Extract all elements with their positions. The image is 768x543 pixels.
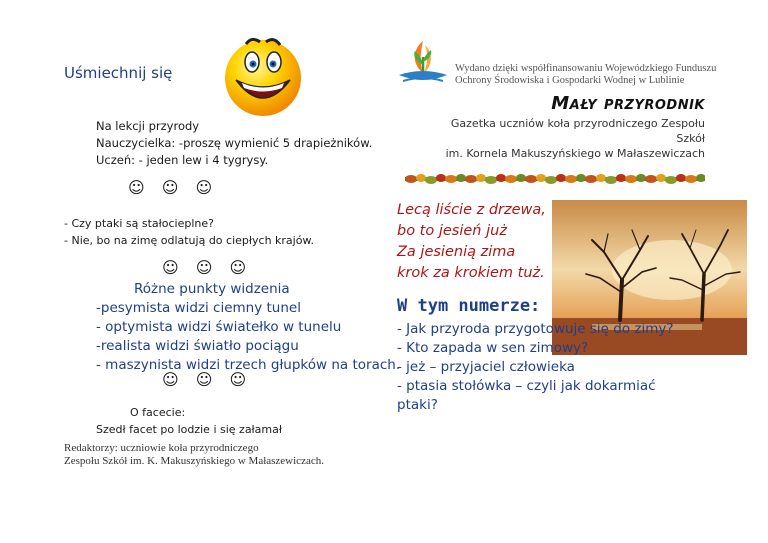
editors-line: Zespołu Szkół im. K. Makuszyńskiego w Małaszewiczach. bbox=[64, 455, 324, 467]
joke-line: - Czy ptaki są stałocieplne? bbox=[64, 217, 214, 230]
smiley-row: ☺ ☺ ☺ bbox=[162, 370, 253, 389]
pov-heading: Różne punkty widzenia bbox=[134, 281, 290, 297]
fund-logo-icon bbox=[395, 35, 451, 91]
facecie-line: Szedł facet po lodzie i się załamał bbox=[96, 423, 283, 436]
pov-line: - optymista widzi światełko w tunelu bbox=[96, 319, 342, 335]
pov-line: -pesymista widzi ciemny tunel bbox=[96, 300, 301, 316]
joke-predators bbox=[96, 118, 372, 169]
subtitle-line: im. Kornela Makuszyńskiego w Małaszewiczach bbox=[445, 147, 705, 160]
issue-item: - Kto zapada w sen zimowy? bbox=[397, 340, 589, 356]
issue-item: - ptasia stołówka – czyli jak dokarmiać ptaki? bbox=[397, 378, 656, 413]
pov-line: - maszynista widzi trzech głupków na torach. bbox=[96, 357, 401, 373]
newspaper-subtitle bbox=[420, 116, 705, 161]
joke-line: Na lekcji przyrody bbox=[96, 119, 200, 133]
issue-item: - Jak przyroda przygotowuje się do zimy? bbox=[397, 321, 674, 337]
smiley-row: ☺ ☺ ☺ bbox=[128, 178, 219, 197]
funding-line: Wydano dzięki współfinansowaniu Wojewódzkiego Funduszu bbox=[455, 63, 717, 74]
joke-points-of-view bbox=[96, 280, 400, 375]
poem-line: Lecą liście z drzewa, bbox=[397, 202, 546, 218]
funding-note bbox=[455, 63, 716, 87]
in-this-issue-heading: W tym numerze: bbox=[397, 296, 541, 316]
editors-line: Redaktorzy: uczniowie koła przyrodniczego bbox=[64, 442, 259, 454]
smiley-sun-icon bbox=[214, 28, 312, 120]
issue-item: - jeż – przyjaciel człowieka bbox=[397, 359, 575, 375]
funding-line: Ochrony Środowiska i Gospodarki Wodnej w Lublinie bbox=[455, 75, 685, 86]
autumn-leaves-border bbox=[405, 172, 705, 186]
poem-line: bo to jesień już bbox=[397, 223, 507, 239]
pov-line: -realista widzi światło pociągu bbox=[96, 338, 299, 354]
poem-line: krok za krokiem tuż. bbox=[397, 265, 545, 281]
editors-note bbox=[64, 442, 324, 468]
smiley-row: ☺ ☺ ☺ bbox=[162, 258, 253, 277]
page-title-smile: Uśmiechnij się bbox=[64, 64, 173, 82]
facecie-heading: O facecie: bbox=[130, 406, 186, 419]
joke-birds bbox=[64, 215, 314, 249]
autumn-poem bbox=[397, 200, 546, 284]
joke-facecie bbox=[96, 404, 282, 438]
joke-line: Nauczycielka: -proszę wymienić 5 drapieżników. bbox=[96, 136, 373, 150]
joke-line: Uczeń: - jeden lew i 4 tygrysy. bbox=[96, 153, 269, 167]
joke-line: - Nie, bo na zimę odlatują do ciepłych krajów. bbox=[64, 234, 314, 247]
in-this-issue-list bbox=[397, 320, 677, 415]
newspaper-title: Mały przyrodnik bbox=[551, 93, 705, 114]
poem-line: Za jesienią zima bbox=[397, 244, 516, 260]
subtitle-line: Gazetka uczniów koła przyrodniczego Zespołu Szkół bbox=[450, 117, 705, 145]
